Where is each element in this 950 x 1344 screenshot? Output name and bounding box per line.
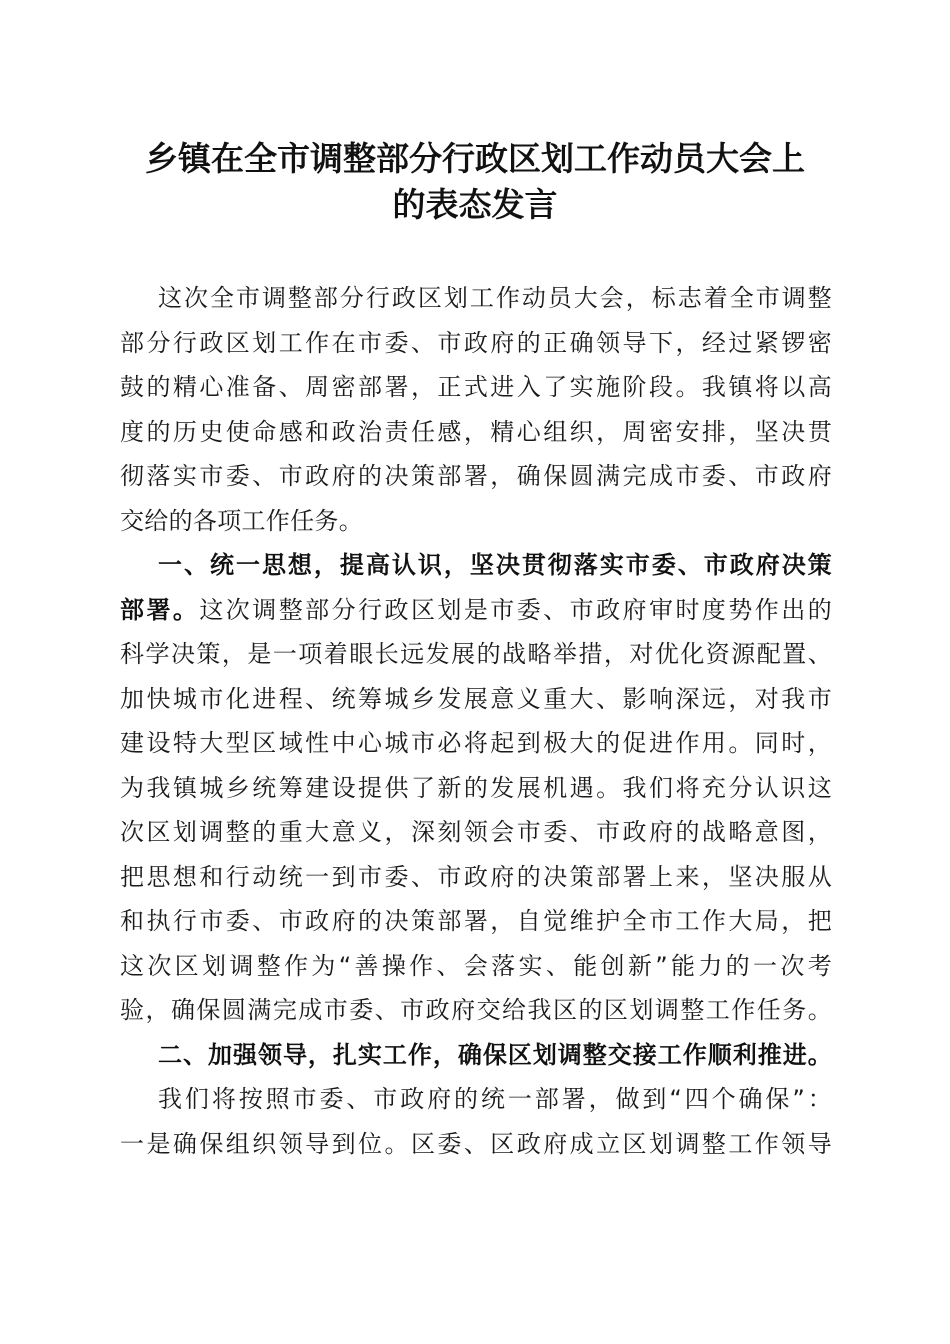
paragraph-line: 我们将按照市委、市政府的统一部署，做到“四个确保”：	[158, 1085, 832, 1113]
paragraph-line: 交给的各项工作任务。	[120, 506, 363, 535]
paragraph-line: 建设特大型区域性中心城市必将起到极大的促进作用。同时，	[120, 729, 832, 757]
paragraph-line: 把思想和行动统一到市委、市政府的决策部署上来，坚决服从	[120, 862, 832, 891]
paragraph-line: 为我镇城乡统筹建设提供了新的发展机遇。我们将充分认识这	[120, 773, 832, 802]
paragraph-line: 鼓的精心准备、周密部署，正式进入了实施阶段。我镇将以高	[120, 373, 832, 401]
title-line-1: 乡镇在全市调整部分行政区划工作动员大会上	[145, 139, 805, 178]
document-title	[100, 136, 850, 228]
section-heading-2: 二、加强领导，扎实工作，确保区划调整交接工作顺利推进。	[158, 1040, 832, 1069]
paragraph-line: 部分行政区划工作在市委、市政府的正确领导下，经过紧锣密	[120, 328, 832, 357]
section-heading-1: 一、统一思想，提高认识，坚决贯彻落实市委、市政府决策	[158, 551, 832, 579]
section-heading-1-tail: 部署。	[120, 595, 200, 624]
paragraph-line: 这次全市调整部分行政区划工作动员大会，标志着全市调整	[158, 284, 832, 312]
document-body	[120, 276, 832, 1166]
paragraph-line: 部署。这次调整部分行政区划是市委、市政府审时度势作出的	[120, 595, 832, 624]
paragraph-line: 次区划调整的重大意义，深刻领会市委、市政府的战略意图，	[120, 818, 832, 846]
paragraph-line: 这次区划调整作为“善操作、会落实、能创新”能力的一次考	[120, 951, 832, 980]
paragraph-line: 和执行市委、市政府的决策部署，自觉维护全市工作大局，把	[120, 907, 832, 935]
title-line-2: 的表态发言	[392, 185, 558, 224]
paragraph-line: 验，确保圆满完成市委、市政府交给我区的区划调整工作任务。	[120, 996, 832, 1024]
paragraph-line: 度的历史使命感和政治责任感，精心组织，周密安排，坚决贯	[120, 417, 832, 446]
paragraph-line: 科学决策，是一项着眼长远发展的战略举措，对优化资源配置、	[120, 640, 832, 668]
paragraph-line: 彻落实市委、市政府的决策部署，确保圆满完成市委、市政府	[120, 462, 832, 490]
paragraph-line: 一是确保组织领导到位。区委、区政府成立区划调整工作领导	[120, 1129, 832, 1158]
paragraph-line: 加快城市化进程、统筹城乡发展意义重大、影响深远，对我市	[120, 684, 832, 713]
